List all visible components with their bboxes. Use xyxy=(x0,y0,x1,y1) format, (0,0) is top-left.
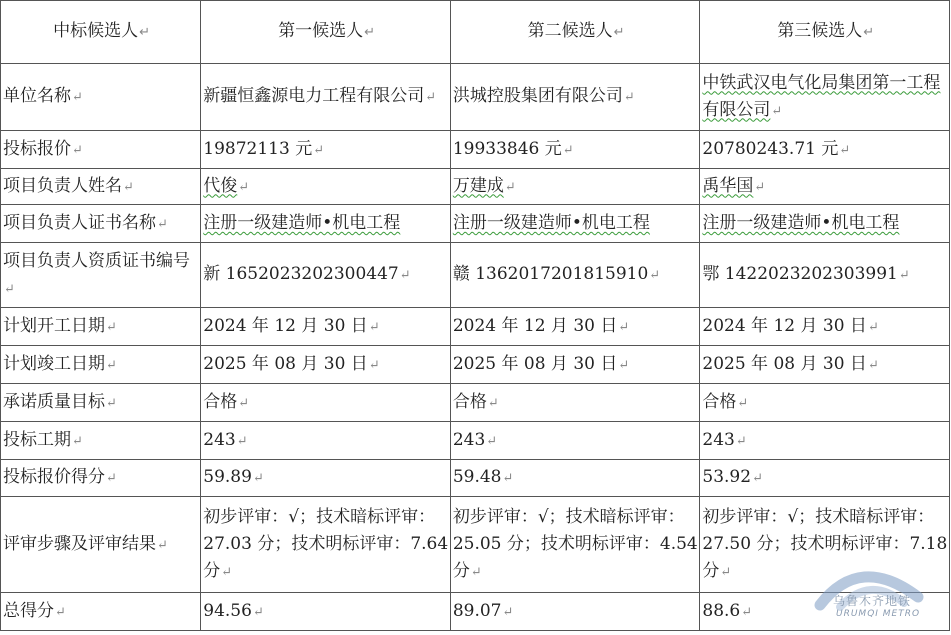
table-cell: 新 1652023202300447↵ xyxy=(201,243,451,308)
table-cell: 2025 年 08 月 30 日↵ xyxy=(700,346,950,384)
table-row xyxy=(1,422,950,460)
table-cell: 注册一级建造师•机电工程 xyxy=(201,205,451,243)
table-cell: 初步评审：√；技术暗标评审：27.03 分；技术明标评审：7.64 分↵ xyxy=(201,497,451,593)
table-cell: 合格↵ xyxy=(201,384,451,422)
row-label: 计划竣工日期↵ xyxy=(1,346,201,384)
table-cell: 19872113 元↵ xyxy=(201,131,451,169)
table-cell: 243↵ xyxy=(700,422,950,460)
row-label: 投标报价得分↵ xyxy=(1,460,201,497)
table-cell: 89.07↵ xyxy=(450,593,700,631)
row-label: 投标报价↵ xyxy=(1,131,201,169)
table-cell: 88.6↵ xyxy=(700,593,950,631)
row-label: 项目负责人证书名称↵ xyxy=(1,205,201,243)
table-cell: 2024 年 12 月 30 日↵ xyxy=(700,308,950,346)
header-cell: 中标候选人↵ xyxy=(1,1,201,64)
watermark-cn-text: 乌鲁木齐地铁 xyxy=(833,594,912,608)
table-cell: 20780243.71 元↵ xyxy=(700,131,950,169)
table-row xyxy=(1,243,950,308)
row-label: 项目负责人资质证书编号↵ xyxy=(1,243,201,308)
table-cell: 洪城控股集团有限公司↵ xyxy=(450,64,700,131)
table-cell: 新疆恒鑫源电力工程有限公司↵ xyxy=(201,64,451,131)
table-cell: 19933846 元↵ xyxy=(450,131,700,169)
table-cell: 59.48↵ xyxy=(450,460,700,497)
table-cell: 初步评审：√；技术暗标评审：25.05 分；技术明标评审：4.54 分↵ xyxy=(450,497,700,593)
table-cell: 中铁武汉电气化局集团第一工程有限公司↵ xyxy=(700,64,950,131)
metro-logo-watermark xyxy=(800,545,940,633)
table-cell: 94.56↵ xyxy=(201,593,451,631)
table-row xyxy=(1,131,950,169)
header-cell: 第二候选人↵ xyxy=(450,1,700,64)
table-row xyxy=(1,169,950,205)
table-cell: 代俊↵ xyxy=(201,169,451,205)
table-row xyxy=(1,384,950,422)
table-row xyxy=(1,205,950,243)
row-label: 承诺质量目标↵ xyxy=(1,384,201,422)
table-cell: 53.92↵ xyxy=(700,460,950,497)
table-cell: 243↵ xyxy=(201,422,451,460)
table-row xyxy=(1,346,950,384)
table-cell: 注册一级建造师•机电工程 xyxy=(450,205,700,243)
table-cell: 合格↵ xyxy=(700,384,950,422)
table-cell: 2025 年 08 月 30 日↵ xyxy=(450,346,700,384)
table-row xyxy=(1,460,950,497)
table-cell: 鄂 1422023202303991↵ xyxy=(700,243,950,308)
row-label: 总得分↵ xyxy=(1,593,201,631)
row-label: 单位名称↵ xyxy=(1,64,201,131)
header-row xyxy=(1,1,950,64)
row-label: 计划开工日期↵ xyxy=(1,308,201,346)
header-cell: 第三候选人↵ xyxy=(700,1,950,64)
table-row xyxy=(1,64,950,131)
table-cell: 万建成↵ xyxy=(450,169,700,205)
watermark-en-text: URUMQI METRO xyxy=(836,609,921,619)
table-cell: 2025 年 08 月 30 日↵ xyxy=(201,346,451,384)
table-cell: 禹华国↵ xyxy=(700,169,950,205)
row-label: 评审步骤及评审结果↵ xyxy=(1,497,201,593)
table-cell: 注册一级建造师•机电工程 xyxy=(700,205,950,243)
table-cell: 初步评审：√；技术暗标评审：27.50 分；技术明标评审：7.18 分↵ xyxy=(700,497,950,593)
table-cell: 合格↵ xyxy=(450,384,700,422)
header-cell: 第一候选人↵ xyxy=(201,1,451,64)
table-cell: 2024 年 12 月 30 日↵ xyxy=(450,308,700,346)
row-label: 项目负责人姓名↵ xyxy=(1,169,201,205)
table-cell: 2024 年 12 月 30 日↵ xyxy=(201,308,451,346)
table-cell: 243↵ xyxy=(450,422,700,460)
row-label: 投标工期↵ xyxy=(1,422,201,460)
table-row xyxy=(1,308,950,346)
table-cell: 59.89↵ xyxy=(201,460,451,497)
table-cell: 赣 1362017201815910↵ xyxy=(450,243,700,308)
